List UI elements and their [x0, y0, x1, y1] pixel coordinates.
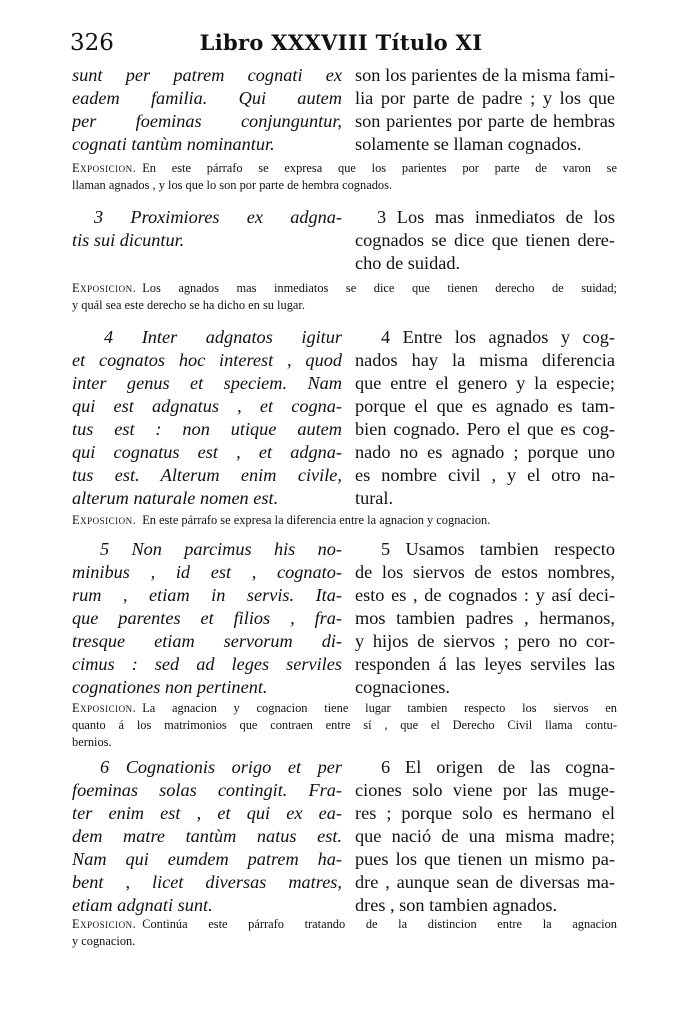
spanish-column — [355, 756, 615, 917]
spanish-line: son los parientes de la misma fami- — [355, 65, 615, 85]
page-number: 326 — [70, 30, 114, 56]
spanish-column — [355, 538, 615, 699]
latin-column — [72, 756, 342, 917]
spanish-line: cho de suidad. — [355, 253, 461, 273]
latin-line: qui est adgnatus , et cogna- — [72, 396, 342, 416]
exposicion-note — [72, 700, 617, 751]
latin-line: dem matre tantùm natus est. — [72, 826, 342, 846]
exposicion-note — [72, 512, 617, 529]
spanish-line: 3 Los mas inmediatos de los — [377, 207, 615, 227]
spanish-line: nados hay la misma diferencia — [355, 350, 615, 370]
latin-line: et cognatos hoc interest , quod — [72, 350, 342, 370]
latin-line: 5 Non parcimus his no- — [100, 539, 342, 559]
page-header — [0, 30, 682, 64]
latin-line: bent , licet diversas matres, — [72, 872, 342, 892]
exposicion-line: Exposicion. Los agnados mas inmediatos se dice que tienen derecho de suidad; — [72, 281, 617, 295]
exposicion-label: Exposicion. — [72, 701, 137, 715]
spanish-line: res ; porque solo es hermano el — [355, 803, 615, 823]
latin-column — [72, 206, 342, 252]
spanish-line: cognados se dice que tienen dere- — [355, 230, 615, 250]
spanish-line: pues los que tienen un mismo pa- — [355, 849, 615, 869]
spanish-column — [355, 326, 615, 510]
latin-line: alterum naturale nomen est. — [72, 488, 279, 508]
exposicion-label: Exposicion. — [72, 513, 137, 527]
latin-line: ter enim est , et qui ex ea- — [72, 803, 342, 823]
latin-column — [72, 538, 342, 699]
spanish-line: 4 Entre los agnados y cog- — [381, 327, 615, 347]
spanish-line: bien cognado. Pero el que es cog- — [355, 419, 615, 439]
latin-line: rum , etiam in servis. Ita- — [72, 585, 342, 605]
spanish-line: 5 Usamos tambien respecto — [381, 539, 615, 559]
exposicion-label: Exposicion. — [72, 281, 137, 295]
exposicion-line: Exposicion. En este párrafo se expresa que los parientes por parte de varon se — [72, 161, 617, 175]
spanish-line: ciones solo viene por las muge- — [355, 780, 615, 800]
spanish-line: es nombre civil , y el otro na- — [355, 465, 615, 485]
latin-line: tresque etiam servorum di- — [72, 631, 342, 651]
exposicion-line: quanto á los matrimonios que contraen entre sí , que el Derecho Civil llama contu- — [72, 718, 617, 732]
exposicion-line: Exposicion. La agnacion y cognacion tiene lugar tambien respecto los siervos en — [72, 701, 617, 715]
spanish-column — [355, 206, 615, 275]
exposicion-line: llaman agnados , y los que lo son por parte de hembra cognados. — [72, 178, 393, 192]
spanish-line: esto es , de cognados : y así deci- — [355, 585, 615, 605]
latin-line: eadem familia. Qui autem — [72, 88, 342, 108]
latin-column — [72, 326, 342, 510]
exposicion-note — [72, 280, 617, 314]
spanish-line: nado no es agnado ; porque uno — [355, 442, 615, 462]
spanish-line: 6 El origen de las cogna- — [381, 757, 615, 777]
spanish-line: son parientes por parte de hembras — [355, 111, 615, 131]
spanish-line: porque el que es agnado es tam- — [355, 396, 615, 416]
spanish-line: de los siervos de estos nombres, — [355, 562, 615, 582]
spanish-line: lia por parte de padre ; y los que — [355, 88, 615, 108]
exposicion-line: Exposicion. Continúa este párrafo tratando de la distincion entre la agnacion — [72, 917, 617, 931]
latin-line: que parentes et filios , fra- — [72, 608, 342, 628]
latin-line: qui cognatus est , et adgna- — [72, 442, 342, 462]
spanish-line: cognaciones. — [355, 677, 450, 697]
latin-line: cimus : sed ad leges serviles — [72, 654, 342, 674]
latin-line: tis sui dicuntur. — [72, 230, 185, 250]
latin-line: foeminas solas contingit. Fra- — [72, 780, 342, 800]
spanish-line: que entre el genero y la especie; — [355, 373, 615, 393]
latin-line: minibus , id est , cognato- — [72, 562, 342, 582]
running-title: Libro XXXVIII Título XI — [199, 30, 483, 55]
spanish-line: mos tambien padres , hermanos, — [355, 608, 615, 628]
exposicion-line: y cognacion. — [72, 934, 136, 948]
exposicion-note — [72, 916, 617, 950]
exposicion-line: Exposicion. En este párrafo se expresa la diferencia entre la agnacion y cognacion. — [72, 513, 491, 527]
exposicion-line: y quál sea este derecho se ha dicho en su lugar. — [72, 298, 305, 312]
spanish-line: solamente se llaman cognados. — [355, 134, 582, 154]
exposicion-label: Exposicion. — [72, 161, 137, 175]
latin-column — [72, 64, 342, 156]
latin-line: etiam adgnati sunt. — [72, 895, 213, 915]
latin-line: cognationes non pertinent. — [72, 677, 268, 697]
spanish-line: y hijos de siervos ; pero no cor- — [355, 631, 615, 651]
exposicion-note — [72, 160, 617, 194]
latin-line: per foeminas conjunguntur, — [72, 111, 342, 131]
latin-line: 6 Cognationis origo et per — [100, 757, 342, 777]
spanish-column — [355, 64, 615, 156]
latin-line: inter genus et speciem. Nam — [72, 373, 342, 393]
latin-line: cognati tantùm nominantur. — [72, 134, 275, 154]
latin-line: tus est. Alterum enim civile, — [72, 465, 342, 485]
exposicion-line: bernios. — [72, 735, 112, 749]
spanish-line: que nació de una misma madre; — [355, 826, 615, 846]
latin-line: 3 Proximiores ex adgna- — [94, 207, 342, 227]
latin-line: sunt per patrem cognati ex — [72, 65, 342, 85]
latin-line: 4 Inter adgnatos igitur — [104, 327, 342, 347]
latin-line: Nam qui eumdem patrem ha- — [72, 849, 342, 869]
exposicion-label: Exposicion. — [72, 917, 137, 931]
spanish-line: dres , son tambien agnados. — [355, 895, 558, 915]
spanish-line: responden á las leyes serviles las — [355, 654, 615, 674]
latin-line: tus est : non utique autem — [72, 419, 342, 439]
spanish-line: dre , aunque sean de diversas ma- — [355, 872, 615, 892]
spanish-line: tural. — [355, 488, 394, 508]
